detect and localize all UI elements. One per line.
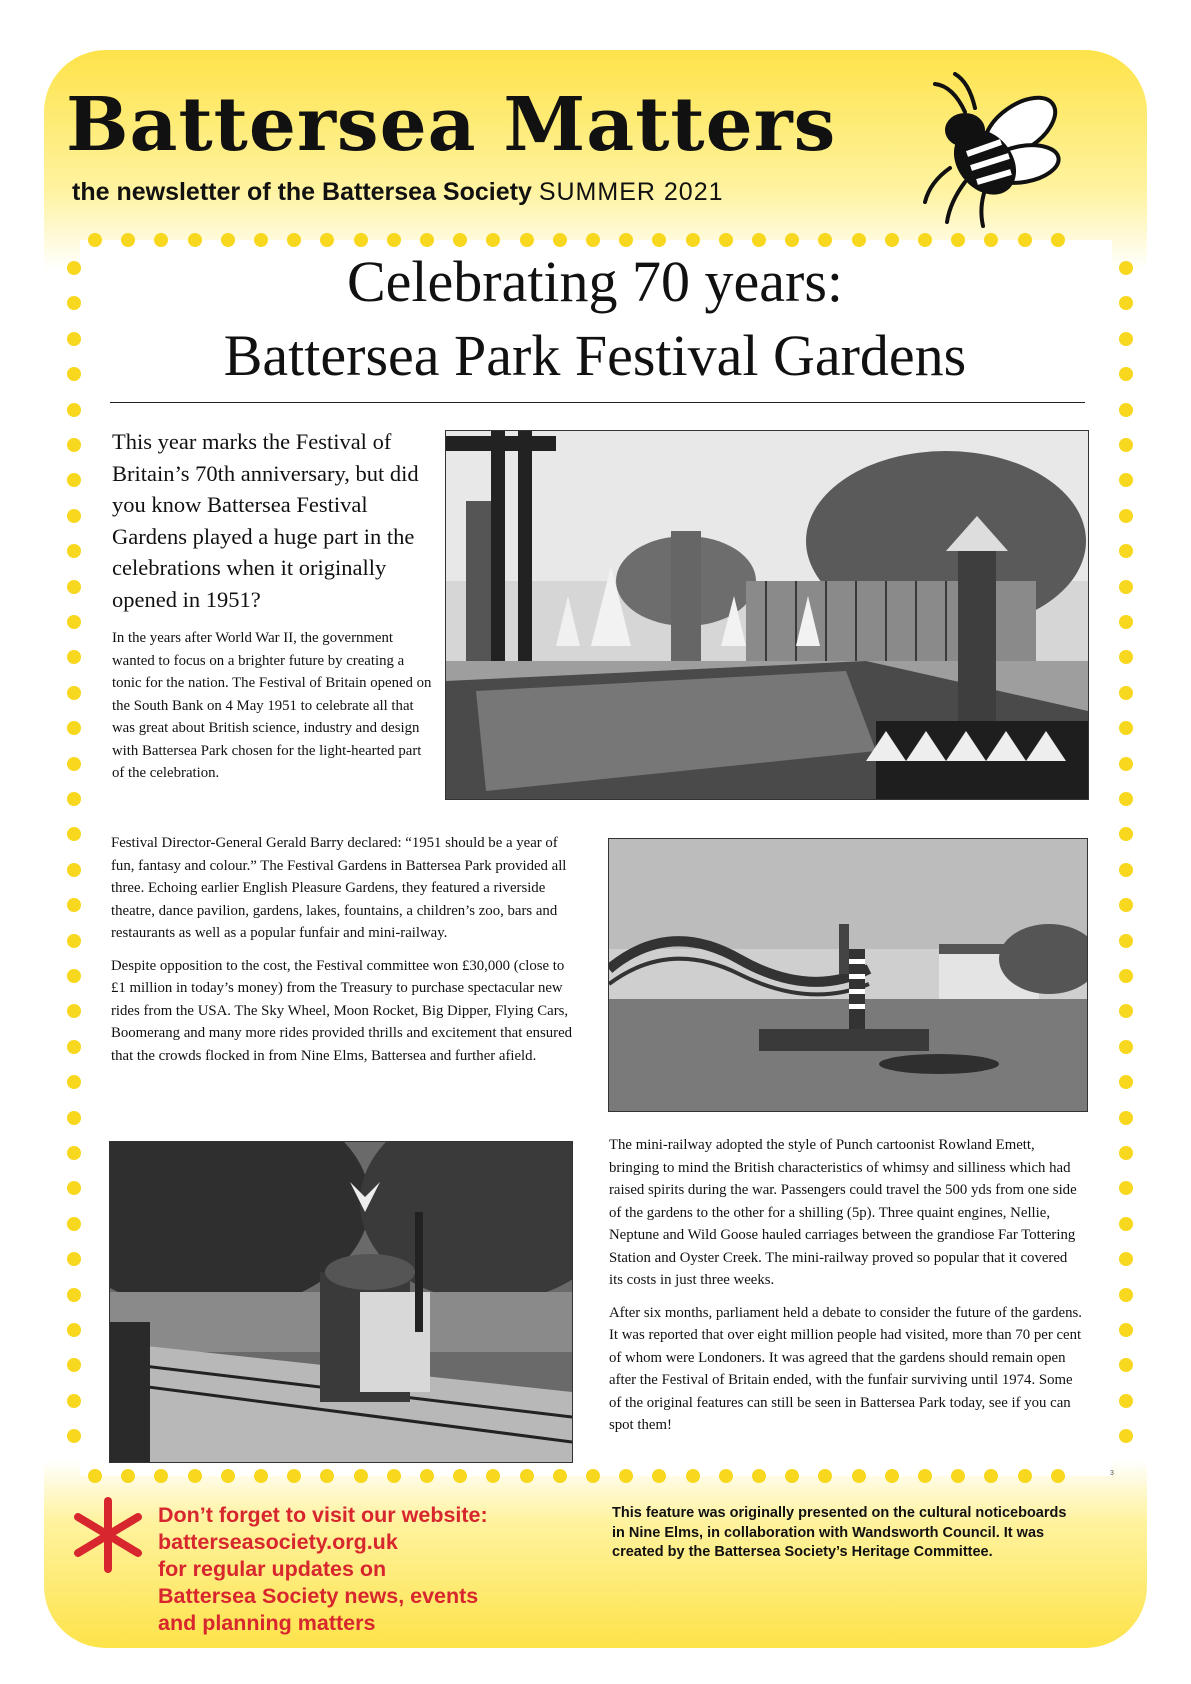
border-dot bbox=[1119, 438, 1133, 452]
border-dot bbox=[918, 1469, 932, 1483]
border-dot bbox=[67, 863, 81, 877]
border-dot bbox=[67, 509, 81, 523]
border-dot bbox=[1119, 1111, 1133, 1125]
border-dot bbox=[1119, 1146, 1133, 1160]
border-dot bbox=[752, 1469, 766, 1483]
border-dot bbox=[67, 332, 81, 346]
funfair-lake-photo bbox=[608, 838, 1088, 1112]
border-dot bbox=[1119, 934, 1133, 948]
border-dot bbox=[420, 1469, 434, 1483]
lead-paragraph: This year marks the Festival of Britain’s 70th anniversary, but did you know Battersea Festival Gardens played a huge part in the celebrations when it originally opened in 1951? bbox=[112, 429, 419, 612]
border-dot bbox=[67, 1040, 81, 1054]
headline-line-1: Celebrating 70 years: bbox=[346, 249, 844, 314]
border-dot bbox=[1051, 1469, 1065, 1483]
border-dot bbox=[1119, 1217, 1133, 1231]
bee-icon bbox=[905, 72, 1065, 232]
border-dot bbox=[553, 1469, 567, 1483]
border-dot bbox=[852, 1469, 866, 1483]
website-link[interactable]: batterseasociety.org.uk bbox=[158, 1530, 398, 1554]
border-dot bbox=[1119, 792, 1133, 806]
border-dot bbox=[354, 1469, 368, 1483]
border-dot bbox=[885, 1469, 899, 1483]
border-dot bbox=[686, 1469, 700, 1483]
masthead-title: Battersea Matters bbox=[66, 82, 837, 168]
border-dot bbox=[586, 1469, 600, 1483]
asterisk-icon bbox=[68, 1495, 148, 1575]
callout-line: and planning matters bbox=[158, 1611, 376, 1635]
issue-date: SUMMER 2021 bbox=[538, 178, 724, 206]
border-dot bbox=[1119, 1323, 1133, 1337]
body-paragraph: Despite opposition to the cost, the Festival committee won £30,000 (close to £1 million in today’s money) from the Treasury to purchase spectacular new rides from the USA. The Sky Wheel, Moon Rocket, Big Dipper, Flying Cars, Boomerang and many more rides provided thrills and excitement that ensured that the crowds flocked in from Nine Elms, Battersea and further afield. bbox=[111, 957, 573, 1064]
border-dot bbox=[1119, 757, 1133, 771]
border-dot bbox=[67, 969, 81, 983]
border-dot bbox=[67, 686, 81, 700]
border-dot bbox=[67, 261, 81, 275]
border-dot bbox=[1119, 686, 1133, 700]
border-dot bbox=[88, 1469, 102, 1483]
border-dot bbox=[1119, 615, 1133, 629]
website-callout bbox=[158, 1502, 538, 1637]
border-dot bbox=[67, 1394, 81, 1408]
border-dot bbox=[67, 934, 81, 948]
body-paragraph: In the years after World War II, the government wanted to focus on a brighter future by creating a tonic for the nation. The Festival of Britain opened on the South Bank on 4 May 1951 to celebrate all that was great about British science, industry and design with Battersea Park chosen for the light-hearted part of the celebration. bbox=[112, 630, 432, 781]
page-number: 3 bbox=[1110, 1470, 1114, 1477]
border-dot bbox=[67, 1217, 81, 1231]
border-dot bbox=[67, 1146, 81, 1160]
headline-rule bbox=[110, 402, 1085, 403]
article-column-left bbox=[111, 832, 581, 1077]
border-dot bbox=[221, 1469, 235, 1483]
border-dot bbox=[67, 792, 81, 806]
callout-line: Battersea Society news, events bbox=[158, 1584, 479, 1608]
body-paragraph: Festival Director-General Gerald Barry declared: “1951 should be a year of fun, fantasy and colour.” The Festival Gardens in Battersea Park provided all three. Echoing earlier English Pleasure Gardens, they featured a riverside theatre, dance pavilion, gardens, lakes, fountains, a children’s zoo, bars and restaurants as well as a popular funfair and mini-railway. bbox=[111, 835, 567, 941]
border-dot bbox=[1119, 969, 1133, 983]
border-dot bbox=[67, 438, 81, 452]
border-dot bbox=[254, 1469, 268, 1483]
border-dot bbox=[67, 403, 81, 417]
border-dot bbox=[1119, 1288, 1133, 1302]
border-dot bbox=[67, 580, 81, 594]
border-dot bbox=[719, 1469, 733, 1483]
border-dot bbox=[1119, 863, 1133, 877]
border-dot bbox=[67, 1111, 81, 1125]
subtitle-text: the newsletter of the Battersea Society bbox=[72, 178, 532, 206]
border-dot bbox=[188, 1469, 202, 1483]
body-paragraph: The mini-railway adopted the style of Punch cartoonist Rowland Emett, bringing to mind the British characteristics of whimsy and silliness which had raised spirits during the war. Passengers could travel the 500 yds from one side of the gardens to the other for a shilling (5p). Three quaint engines, Nellie, Neptune and Wild Goose hauled carriages between the grandiose Far Tottering Station and Oyster Creek. The mini-railway proved so popular that it covered its costs in just three weeks. bbox=[609, 1137, 1077, 1288]
mini-railway-photo bbox=[109, 1141, 573, 1463]
headline-line-2: Battersea Park Festival Gardens bbox=[223, 323, 967, 388]
border-dot bbox=[1119, 509, 1133, 523]
article-column-right bbox=[609, 1134, 1084, 1447]
border-dot bbox=[67, 1323, 81, 1337]
border-dot bbox=[1018, 1469, 1032, 1483]
border-dot bbox=[1119, 261, 1133, 275]
festival-gardens-photo bbox=[445, 430, 1089, 800]
callout-line: for regular updates on bbox=[158, 1557, 387, 1581]
border-dot bbox=[387, 1469, 401, 1483]
credit-note: This feature was originally presented on the cultural noticeboards in Nine Elms, in collaboration with Wandsworth Council. It was created by the Battersea Society’s Heritage Committee. bbox=[612, 1505, 1067, 1560]
article-headline bbox=[100, 245, 1090, 393]
border-dot bbox=[520, 1469, 534, 1483]
border-dot bbox=[1119, 1394, 1133, 1408]
border-dot bbox=[1119, 1040, 1133, 1054]
callout-line: Don’t forget to visit our website: bbox=[158, 1503, 488, 1527]
border-dot bbox=[67, 757, 81, 771]
border-dot bbox=[1119, 580, 1133, 594]
border-dot bbox=[1119, 332, 1133, 346]
border-dot bbox=[1119, 403, 1133, 417]
masthead-subtitle bbox=[72, 178, 724, 207]
body-paragraph: After six months, parliament held a debate to consider the future of the gardens. It was reported that over eight million people had visited, more than 70 per cent of whom were Londoners. It was agreed that the gardens should remain open after the Festival of Britain ended, with the funfair surviving until 1974. Some of the original features can still be seen in Battersea Park today, see if you can spot them! bbox=[609, 1304, 1082, 1433]
border-dot bbox=[67, 1288, 81, 1302]
border-dot bbox=[67, 615, 81, 629]
